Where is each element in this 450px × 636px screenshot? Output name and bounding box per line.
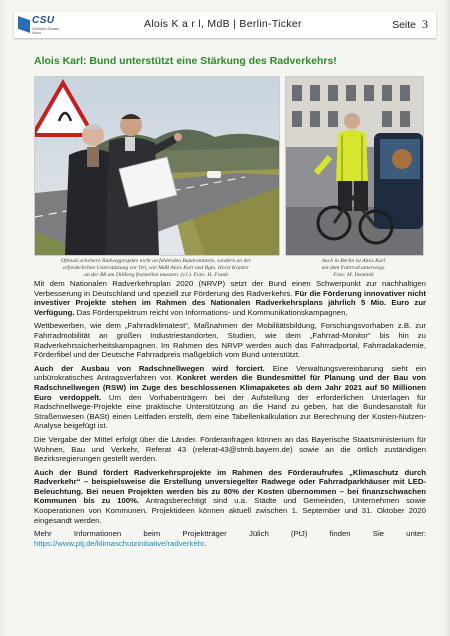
- article-headline: Alois Karl: Bund unterstützt eine Stärkung des Radverkehrs!: [34, 55, 337, 67]
- header-title: Alois K a r l, MdB | Berlin-Ticker: [144, 18, 302, 30]
- caption-left-line: Oftmals scheitern Radwegprojekte nicht an fehlenden Bundesmitteln, sondern an der: [61, 258, 251, 264]
- logo-text: CSU: [32, 15, 55, 26]
- caption-right: [285, 258, 422, 279]
- paragraph-text: Eine Verwaltungsvereinbarung sieht ein unbürokratisches Antragsverfahren vor.: [34, 363, 426, 383]
- caption-right-line: Auch in Berlin ist Alois Karl: [321, 258, 386, 264]
- paragraph-text: Mehr Informationen beim Projektträger Jülich (PtJ) finden Sie unter:: [34, 529, 426, 539]
- paragraph-text: Mit dem Nationalen Radverkehrsplan 2020 (NRVP) setzt der Bund einen Schwerpunkt zur nachhaltigen Verbesserung in Deutschland und speziell zur Förderung des Radverkehrs.: [34, 279, 426, 298]
- paragraph-vergabe: Die Vergabe der Mittel erfolgt über die Länder. Förderanfragen können an das Bayerische Staatsministerium für Wohnen, Bau und Verkehr, Referat 43 (referat-43@stmb.bayern.de) sowie an die örtlich zuständigen Bezirksregierungen gestellt werden.: [34, 434, 426, 464]
- road-scene-image: [35, 77, 279, 255]
- page-label: Seite: [392, 19, 416, 31]
- paragraph-text: Antragsberechtigt sind u.a. Städte und Gemeinden, Unternehmen sowie Kooperationen von Kommunen. Projektideen können aktuell zwischen 1. September und 31. Oktober 2020 eingesandt werden.: [34, 496, 426, 525]
- cyclist-image: [286, 77, 423, 255]
- caption-right-line: Foto: M. Dominik: [333, 272, 374, 278]
- paragraph-radschnellwege: [34, 364, 426, 431]
- paragraph-text: Um den Vorhabenträgern bei der Aufstellung der erforderlichen Unterlagen für Radschnellwege-Projekte eine praktische Unterstützung an die Hand zu geben, hat die Bundesanstalt für Straßenwesen (BASt) einen Leitfaden erstellt, dem eine Tabellenkalkulation zur Berechnung der Kosten-Nutzen-Analyse beigefügt ist.: [34, 392, 427, 431]
- paragraph-nrvp: [34, 279, 426, 317]
- paragraph-bold: Auch der Bund fördert Radverkehrsprojekte im Rahmen des Förderaufrufes „Klimaschutz durch Radverkehr“ – beispielsweise die Erstellung unversiegelter Radwege oder Fahrradparkhäuser mit LED-Beleuchtung. Bei neuen Projekten werden bis zu 80% der Kosten übernommen – bei finanzschwachen Kommunen bis zu 100%.: [34, 467, 426, 506]
- logo-subtext: Christlich-Soziale Union: [32, 27, 60, 35]
- caption-left: [34, 258, 278, 279]
- caption-left-line: an der B8 am Dillberg feststellen mussten. (v.l.). Foto: H. Frank: [84, 272, 228, 278]
- page-number: 3: [422, 17, 428, 31]
- paragraph-end: .: [204, 538, 207, 548]
- paragraph-bold: Für die Förderung innovativer nicht investiver Projekte stehen im Rahmen des Nationalen Radverkehrsplans jährlich 5 Mio. Euro zur Verfügung.: [34, 288, 426, 317]
- lion-logo-icon: [18, 16, 30, 33]
- paragraph-wettbewerbe: Wettbewerben, wie dem „Fahrradklimatest“, Maßnahmen der Mobilitätsbildung, Forschungsvorhaben z.B. zur Fahrradmobilität an großen Industriestandorten, Studien, wie dem „Fahrrad-Monitor“ bis hin zu Radverkehrssicherheitskampagnen. Im Rahmen des NRVP werden auch das Fahrradportal, Fahrradakademie, Förderfibel und der Deutsche Fahrradpreis maßgeblich vom Bund unterstützt.: [34, 321, 426, 360]
- csu-logo: [18, 15, 62, 35]
- page-indicator: [392, 17, 428, 32]
- paragraph-bold: Konkret werden die Bundesmittel für Planung und der Bau von Radschnellwegen (RSW) im Zuge des beschlossenen Klimapaketes ab dem Jahr 2021 auf 50 Millionen Euro verdoppelt.: [34, 373, 426, 402]
- caption-left-line: erforderlichen Unterstützung vor Ort, wie MdB Alois Karl und Bgm. Horst Kratzer: [63, 265, 249, 271]
- caption-right-line: mit dem Fahrrad unterwegs.: [321, 265, 386, 271]
- photo-cyclist-berlin: [285, 76, 424, 256]
- paragraph-bold: Auch der Ausbau von Radschnellwegen wird forciert.: [34, 363, 265, 373]
- page-header: [14, 12, 436, 38]
- paragraph-text: Das Förderspektrum reicht von Informations- und Kommunikationskampagnen,: [76, 307, 348, 317]
- paragraph-more-info: [34, 529, 426, 548]
- paragraph-klimaschutz: [34, 468, 426, 526]
- ptj-link[interactable]: https://www.ptj.de/klimaschutzinitiative/radverkehr: [34, 538, 205, 548]
- photo-road-inspection: [34, 76, 280, 256]
- article-body: [34, 279, 426, 552]
